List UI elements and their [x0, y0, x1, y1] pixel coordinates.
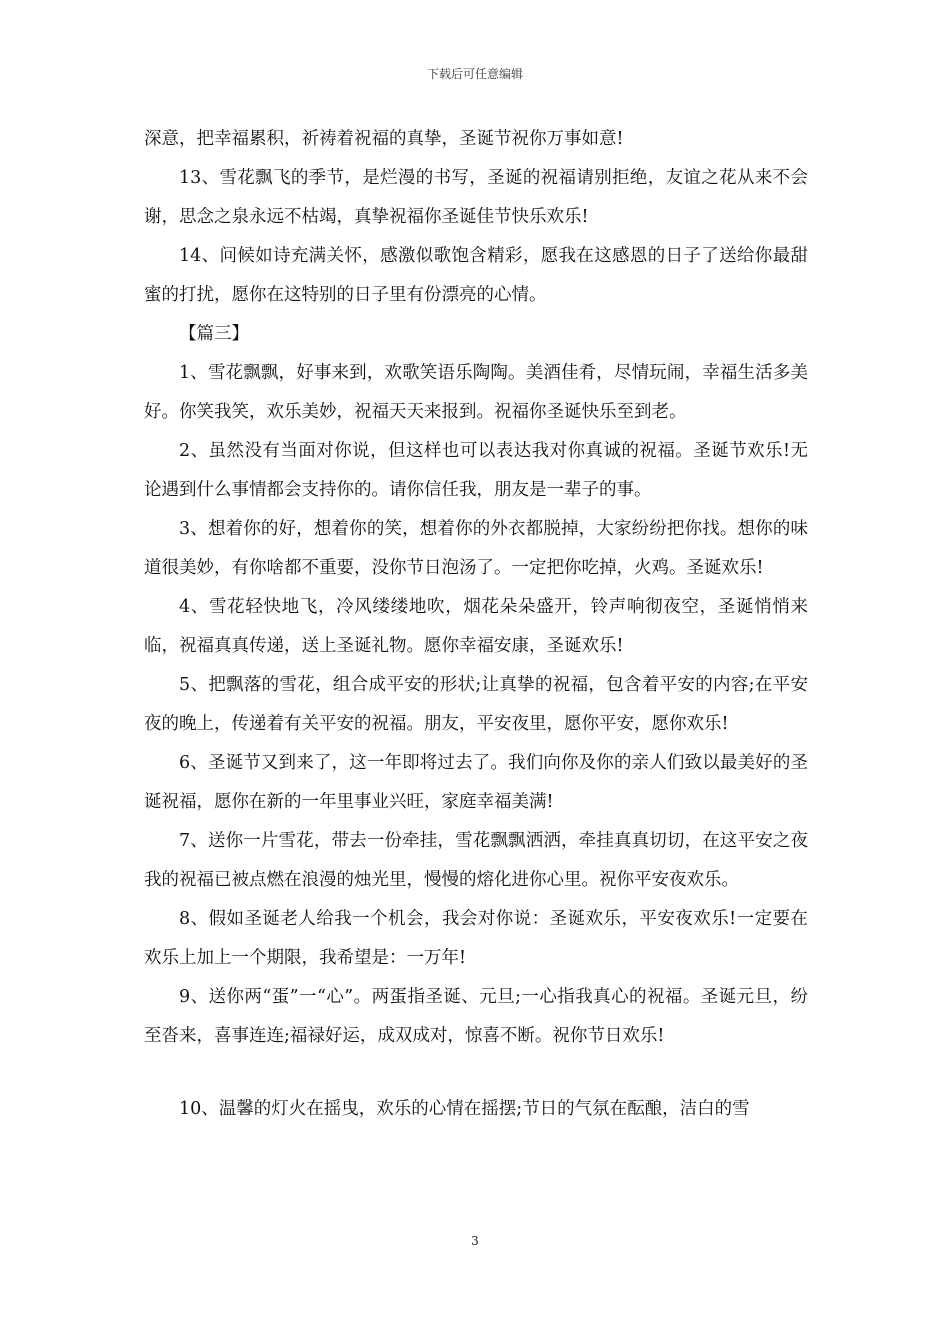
paragraph-item-8: 8、假如圣诞老人给我一个机会，我会对你说：圣诞欢乐，平安夜欢乐!一定要在欢乐上加上一个期限，我希望是：一万年!: [144, 909, 808, 968]
paragraph-item-4: 4、雪花轻快地飞，冷风缕缕地吹，烟花朵朵盛开，铃声响彻夜空，圣诞悄悄来临，祝福真真传递，送上圣诞礼物。愿你幸福安康，圣诞欢乐!: [144, 597, 808, 656]
paragraph-item-5: 5、把飘落的雪花，组合成平安的形状;让真挚的祝福，包含着平安的内容;在平安夜的晚上，传递着有关平安的祝福。朋友，平安夜里，愿你平安，愿你欢乐!: [144, 675, 808, 734]
paragraph-item-2: 2、虽然没有当面对你说，但这样也可以表达我对你真诚的祝福。圣诞节欢乐!无论遇到什么事情都会支持你的。请你信任我，朋友是一辈子的事。: [144, 441, 808, 500]
document-body: [144, 120, 808, 1129]
paragraph-item-3: 3、想着你的好，想着你的笑，想着你的外衣都脱掉，大家纷纷把你找。想你的味道很美妙，有你啥都不重要，没你节日泡汤了。一定把你吃掉，火鸡。圣诞欢乐!: [144, 519, 808, 578]
paragraph-item-13: 13、雪花飘飞的季节，是烂漫的书写，圣诞的祝福请别拒绝，友谊之花从来不会谢，思念之泉永远不枯竭，真挚祝福你圣诞佳节快乐欢乐!: [144, 168, 808, 227]
paragraph-item-14: 14、问候如诗充满关怀，感激似歌饱含精彩，愿我在这感恩的日子了送给你最甜蜜的打扰，愿你在这特别的日子里有份漂亮的心情。: [144, 246, 808, 305]
paragraph-item-1: 1、雪花飘飘，好事来到，欢歌笑语乐陶陶。美酒佳肴，尽情玩闹，幸福生活多美好。你笑我笑，欢乐美妙，祝福天天来报到。祝福你圣诞快乐至到老。: [144, 363, 808, 422]
paragraph-item-7: 7、送你一片雪花，带去一份牵挂，雪花飘飘洒洒，牵挂真真切切，在这平安之夜我的祝福已被点燃在浪漫的烛光里，慢慢的熔化进你心里。祝你平安夜欢乐。: [144, 831, 808, 890]
paragraph-item-9: 9、送你两“蛋”一“心”。两蛋指圣诞、元旦;一心指我真心的祝福。圣诞元旦，纷至沓来，喜事连连;福禄好运，成双成对，惊喜不断。祝你节日欢乐!: [144, 987, 808, 1046]
page-number: 3: [471, 1234, 479, 1248]
page-header: 下载后可任意编辑: [426, 67, 523, 81]
section-heading: 【篇三】: [179, 324, 249, 344]
paragraph-continuation: 深意，把幸福累积，祈祷着祝福的真挚，圣诞节祝你万事如意!: [144, 129, 624, 149]
paragraph-item-6: 6、圣诞节又到来了，这一年即将过去了。我们向你及你的亲人们致以最美好的圣诞祝福，愿你在新的一年里事业兴旺，家庭幸福美满!: [144, 753, 808, 812]
paragraph-item-10: 10、温馨的灯火在摇曳，欢乐的心情在摇摆;节日的气氛在酝酿，洁白的雪: [179, 1099, 750, 1119]
